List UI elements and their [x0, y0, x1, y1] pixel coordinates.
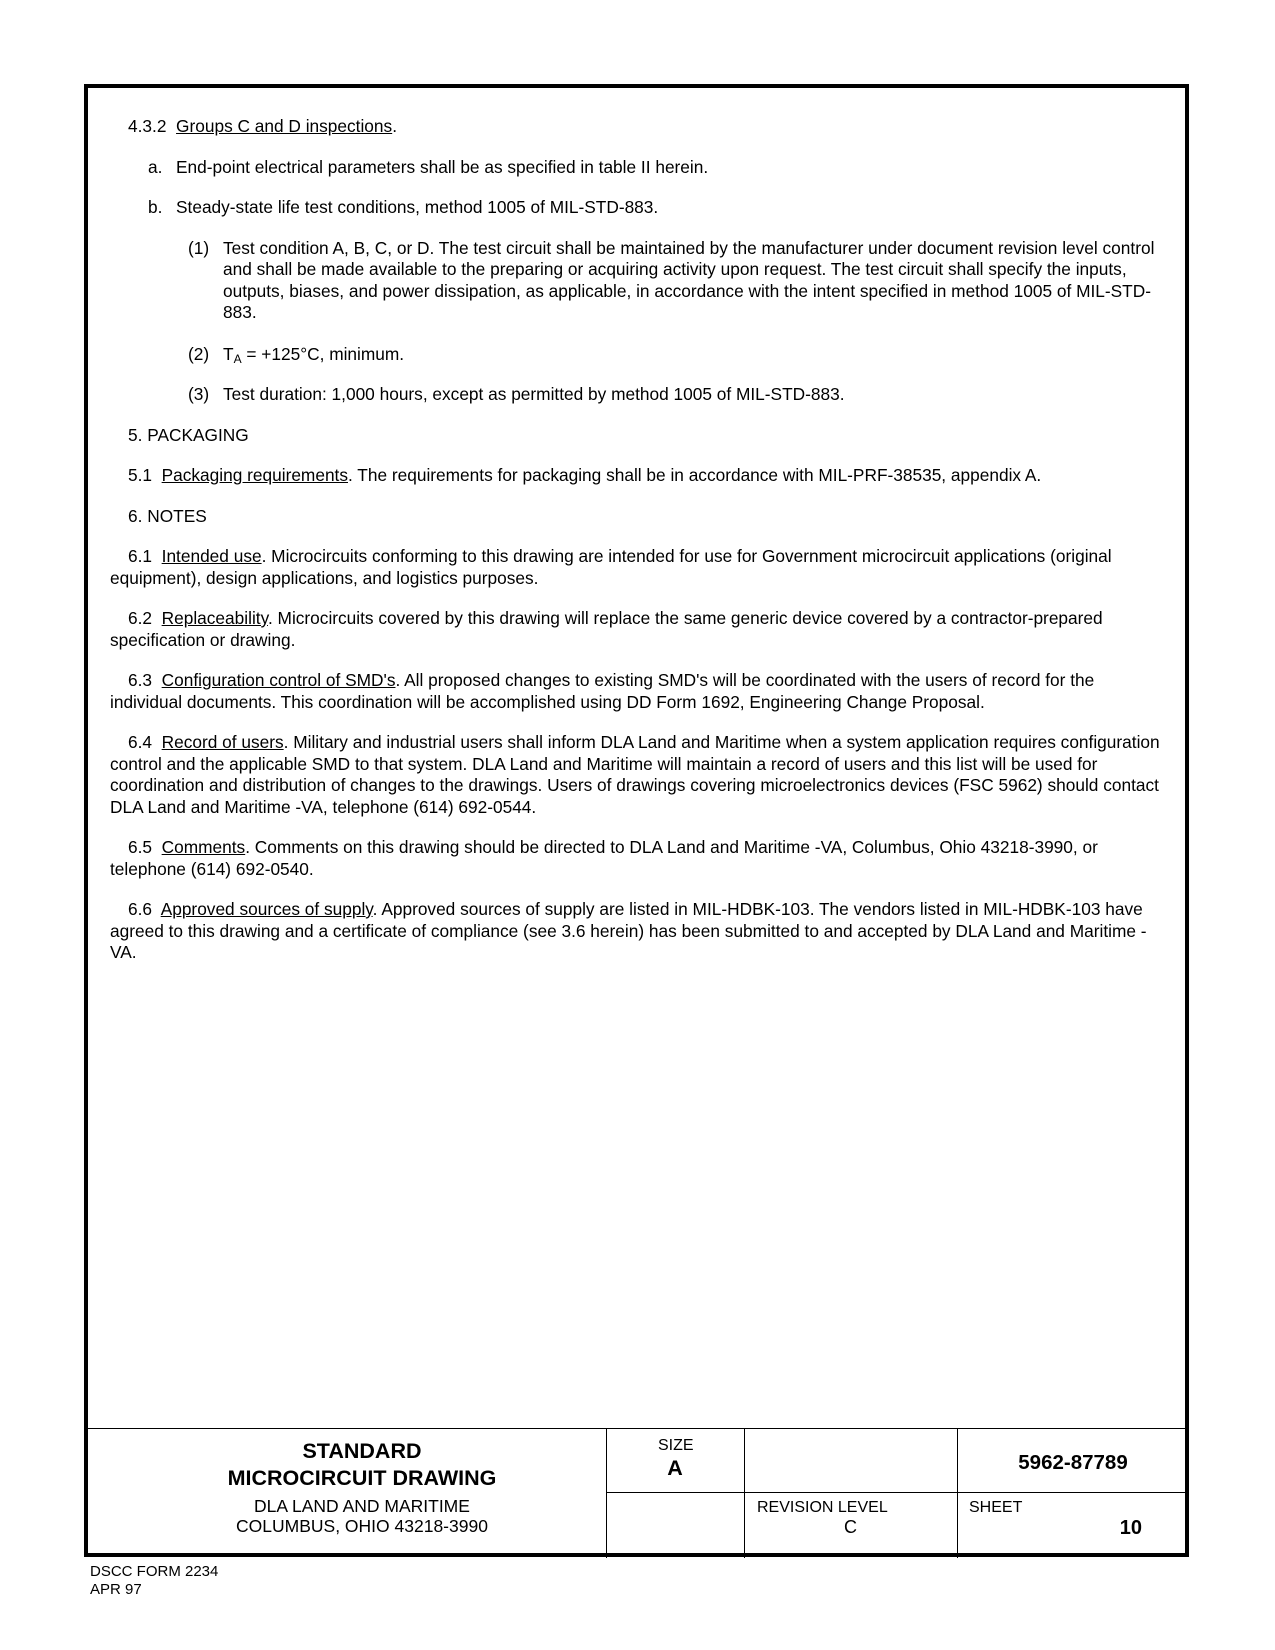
drawing-frame — [84, 84, 1189, 1557]
form-identifier — [90, 1563, 218, 1599]
section-number: 6.3 — [128, 670, 153, 690]
section-text: . Approved sources of supply are listed in MIL-HDBK-103. The vendors listed in MIL-HDBK-103 have agreed to this drawing and a certificate of compliance (see 3.6 herein) has been submitted to and accepted by DLA Land and Maritime -VA. — [110, 899, 1147, 962]
subitem-rest: = +125°C, minimum. — [241, 343, 405, 364]
subitem-text — [223, 344, 1170, 366]
standard-label: STANDARD — [302, 1439, 422, 1463]
section-6-3 — [110, 670, 1170, 713]
subitem-label: (2) — [188, 343, 210, 364]
agency-address: COLUMBUS, OHIO 43218-3990 — [236, 1516, 488, 1536]
section-text: . Microcircuits covered by this drawing will replace the same generic device covered by a contractor-prepared specification or drawing. — [110, 608, 1103, 650]
section-number: 6.4 — [128, 732, 153, 752]
item-text: End-point electrical parameters shall be as specified in table II herein. — [176, 156, 709, 177]
section-6-heading: 6. NOTES — [128, 505, 207, 526]
subitem-2 — [110, 344, 1170, 366]
document-body — [110, 116, 1170, 964]
size-label: SIZE — [658, 1437, 694, 1454]
subitem-3 — [110, 384, 1170, 406]
item-a — [110, 157, 1170, 179]
section-text: . Microcircuits conforming to this drawing are intended for use for Government microcircuit applications (original equipment), design applications, and logistics purposes. — [110, 546, 1112, 588]
section-6-4 — [110, 732, 1170, 818]
section-number: 6.5 — [128, 837, 153, 857]
subitem-1 — [110, 238, 1170, 324]
item-label: b. — [148, 197, 163, 217]
item-b — [110, 197, 1170, 219]
revision-level-value: C — [844, 1517, 857, 1537]
section-number: 6.2 — [128, 608, 153, 628]
section-6-6 — [110, 899, 1170, 964]
section-text: . Military and industrial users shall inform DLA Land and Maritime when a system application requires configuration control and the applicable SMD to that system. DLA Land and Maritime will maintain a record of users and this list will be used for coordination and distribution of changes to the drawings. Users of drawings covering microelectronics devices (FSC 5962) should contact DLA Land and Maritime -VA, telephone (614) 692-0544. — [110, 732, 1160, 817]
form-date: APR 97 — [90, 1581, 142, 1598]
section-5-1 — [110, 465, 1170, 487]
symbol-subscript: A — [233, 351, 242, 366]
sheet-number: 10 — [1119, 1517, 1142, 1539]
title-block — [88, 1428, 1189, 1558]
section-5-heading: 5. PACKAGING — [128, 424, 249, 445]
section-number: 6.1 — [128, 546, 153, 566]
section-title: Groups C and D inspections — [176, 116, 393, 136]
drawing-number: 5962-87789 — [1018, 1451, 1128, 1474]
drawing-type-label: MICROCIRCUIT DRAWING — [227, 1466, 497, 1490]
subitem-text: Test condition A, B, C, or D. The test circuit shall be maintained by the manufacturer under document revision level control and shall be made available to the preparing or acquiring activity upon request. The test circuit shall specify the inputs, outputs, biases, and power dissipation, as applicable, in accordance with the intent specified in method 1005 of MIL-STD-883. — [223, 237, 1155, 322]
section-text: . The requirements for packaging shall be in accordance with MIL-PRF-38535, appendix A. — [348, 465, 1042, 485]
section-number: 6.6 — [128, 899, 153, 919]
section-6-1 — [110, 546, 1170, 589]
revision-level-label: REVISION LEVEL — [757, 1499, 888, 1516]
section-4-3-2: 4.3.2 Groups C and D inspections. — [128, 116, 397, 136]
section-title: Replaceability — [161, 608, 268, 628]
section-text: . All proposed changes to existing SMD's will be coordinated with the users of record for the individual documents. This coordination will be accomplished using DD Form 1692, Engineering Change Proposal. — [110, 670, 1095, 712]
item-text: Steady-state life test conditions, method 1005 of MIL-STD-883. — [176, 197, 659, 217]
section-6-5 — [110, 837, 1170, 880]
form-number: DSCC FORM 2234 — [90, 1563, 219, 1580]
symbol-t: T — [223, 343, 234, 364]
agency-name: DLA LAND AND MARITIME — [254, 1496, 470, 1516]
subitem-label: (3) — [188, 384, 210, 404]
subitem-label: (1) — [188, 237, 210, 258]
section-title: Configuration control of SMD's — [161, 670, 396, 690]
sheet-label: SHEET — [969, 1499, 1023, 1516]
item-label: a. — [148, 156, 163, 177]
section-6-2 — [110, 608, 1170, 651]
section-text: . Comments on this drawing should be directed to DLA Land and Maritime -VA, Columbus, Ohio 43218-3990, or telephone (614) 692-0540. — [110, 837, 1098, 879]
section-title: Comments — [161, 837, 246, 857]
title-block-agency — [88, 1429, 636, 1558]
section-number: 5.1 — [128, 465, 153, 485]
size-value: A — [667, 1456, 683, 1480]
section-title: Intended use — [161, 546, 262, 566]
subitem-text: Test duration: 1,000 hours, except as permitted by method 1005 of MIL-STD-883. — [223, 384, 845, 404]
section-title: Packaging requirements — [161, 465, 348, 485]
section-title: Approved sources of supply — [160, 899, 373, 919]
section-title: Record of users — [161, 732, 284, 752]
section-number: 4.3.2 — [128, 116, 167, 136]
